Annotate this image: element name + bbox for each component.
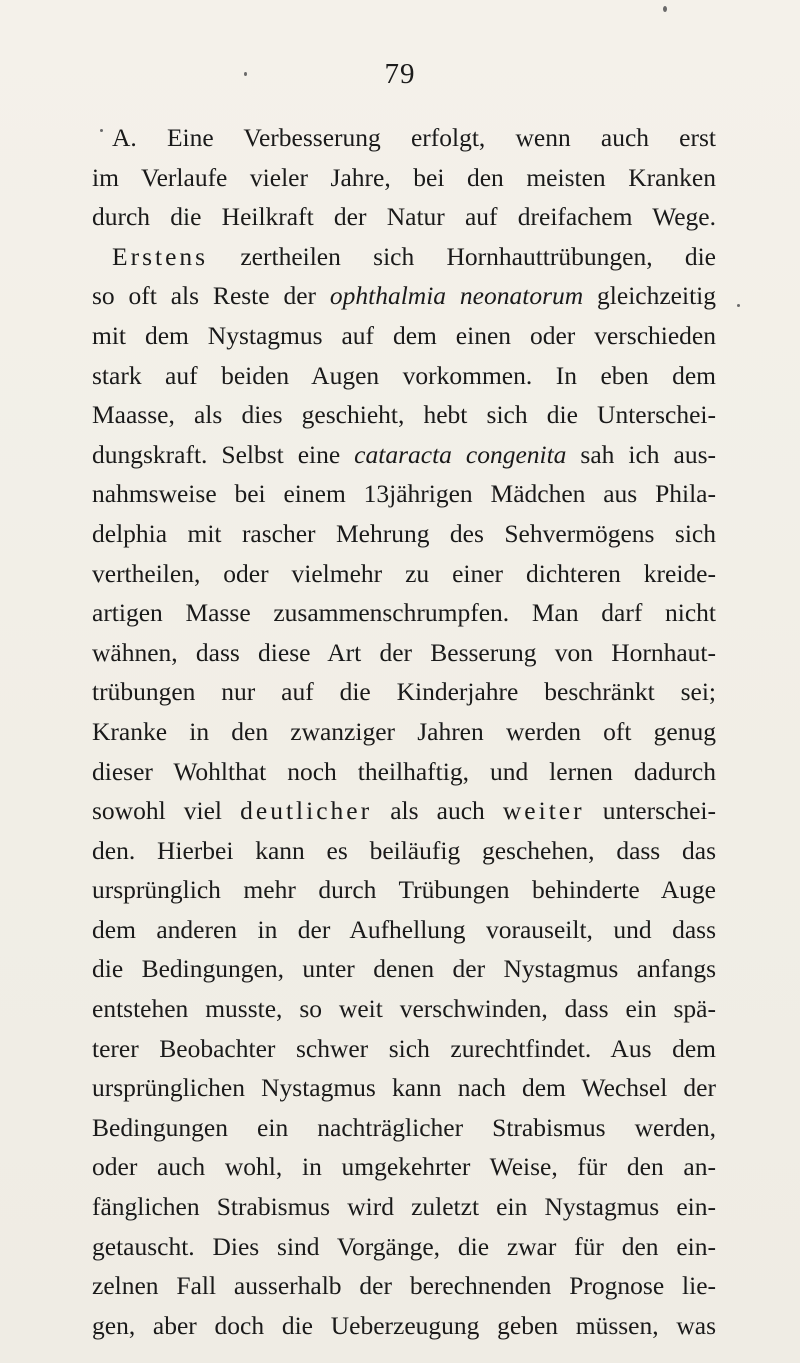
text-segment: als auch	[372, 796, 503, 826]
text-segment: Kranke in den zwanziger Jahren werden oft genug	[92, 716, 716, 746]
text-line	[92, 752, 716, 792]
text-segment: mit dem Nystagmus auf dem einen oder verschieden	[92, 320, 716, 350]
text-line	[92, 870, 716, 910]
text-line	[92, 118, 716, 158]
text-segment: ursprünglich mehr durch Trübungen behinderte Auge	[92, 875, 716, 905]
text-segment: oder auch wohl, in umgekehrter Weise, für den an-	[92, 1152, 716, 1182]
text-segment: so oft als Reste der	[92, 281, 330, 311]
text-segment: sah ich aus-	[566, 439, 716, 469]
text-segment: stark auf beiden Augen vorkommen. In eben dem	[92, 360, 716, 390]
text-line	[92, 1068, 716, 1108]
body-text	[92, 118, 716, 1345]
text-line	[92, 514, 716, 554]
text-line	[92, 1227, 716, 1267]
text-line	[92, 672, 716, 712]
page-number: 79	[384, 58, 416, 90]
text-segment: artigen Masse zusammenschrumpfen. Man darf nicht	[92, 598, 716, 628]
text-line	[92, 1266, 716, 1306]
text-line	[92, 593, 716, 633]
text-segment: wähnen, dass diese Art der Besserung von Hornhaut-	[92, 637, 716, 667]
text-segment: vertheilen, oder vielmehr zu einer dichteren kreide-	[92, 558, 716, 588]
text-segment: Maasse, als dies geschieht, hebt sich die Unterschei-	[92, 400, 716, 430]
text-line	[92, 237, 716, 277]
text-segment: getauscht. Dies sind Vorgänge, die zwar für den ein-	[92, 1231, 716, 1261]
text-segment: dungskraft. Selbst eine	[92, 439, 355, 469]
text-segment: gen, aber doch die Ueberzeugung geben müssen, was	[92, 1310, 716, 1340]
spaced-emphasis: deutlicher	[240, 796, 373, 826]
text-segment: im Verlaufe vieler Jahre, bei den meisten Kranken	[92, 162, 716, 192]
text-segment: zelnen Fall ausserhalb der berechnenden Prognose lie-	[92, 1271, 716, 1301]
text-segment: Bedingungen ein nachträglicher Strabismus werden,	[92, 1112, 716, 1142]
text-line	[92, 949, 716, 989]
ink-speck	[737, 304, 740, 307]
text-line	[92, 474, 716, 514]
text-line	[92, 197, 716, 237]
text-segment: dieser Wohlthat noch theilhaftig, und lernen dadurch	[92, 756, 716, 786]
text-segment: nahmsweise bei einem 13jährigen Mädchen aus Phila-	[92, 479, 716, 509]
text-line	[92, 554, 716, 594]
text-line	[92, 356, 716, 396]
text-segment: terer Beobachter schwer sich zurechtfindet. Aus dem	[92, 1033, 716, 1063]
ink-speck	[663, 6, 667, 12]
italic-term: ophthalmia neonatorum	[329, 281, 584, 311]
text-segment: trübungen nur auf die Kinderjahre beschränkt sei;	[92, 677, 716, 707]
text-line	[92, 1108, 716, 1148]
text-line	[92, 831, 716, 871]
text-line	[92, 158, 716, 198]
text-line	[92, 316, 716, 356]
text-segment: ursprünglichen Nystagmus kann nach dem Wechsel der	[92, 1073, 716, 1103]
text-line	[92, 395, 716, 435]
spaced-emphasis: Erstens	[112, 241, 209, 271]
text-line	[92, 276, 716, 316]
text-line	[92, 910, 716, 950]
text-line	[92, 1306, 716, 1346]
text-segment: den. Hierbei kann es beiläufig geschehen, dass das	[92, 835, 716, 865]
text-line	[92, 1187, 716, 1227]
text-segment: fänglichen Strabismus wird zuletzt ein Nystagmus ein-	[92, 1192, 716, 1222]
text-segment: delphia mit rascher Mehrung des Sehvermögens sich	[92, 518, 716, 548]
text-segment: unterschei-	[584, 796, 716, 826]
text-segment: die Bedingungen, unter denen der Nystagmus anfangs	[92, 954, 716, 984]
text-segment: zertheilen sich Hornhauttrübungen, die	[208, 241, 716, 271]
text-segment: A. Eine Verbesserung erfolgt, wenn auch erst	[112, 123, 716, 152]
text-line	[92, 633, 716, 673]
text-line	[92, 1029, 716, 1069]
spaced-emphasis: weiter	[502, 796, 585, 826]
text-segment: sowohl viel	[92, 796, 241, 826]
text-line	[92, 1147, 716, 1187]
text-line	[92, 712, 716, 752]
text-segment: dem anderen in der Aufhellung vorauseilt, und dass	[92, 914, 716, 944]
text-line	[92, 435, 716, 475]
text-segment: entstehen musste, so weit verschwinden, dass ein spä-	[92, 994, 716, 1024]
text-line	[92, 791, 716, 831]
text-segment: gleichzeitig	[583, 281, 716, 311]
text-line	[92, 989, 716, 1029]
text-segment: durch die Heilkraft der Natur auf dreifachem Wege.	[92, 202, 716, 232]
italic-term: cataracta congenita	[354, 439, 567, 469]
